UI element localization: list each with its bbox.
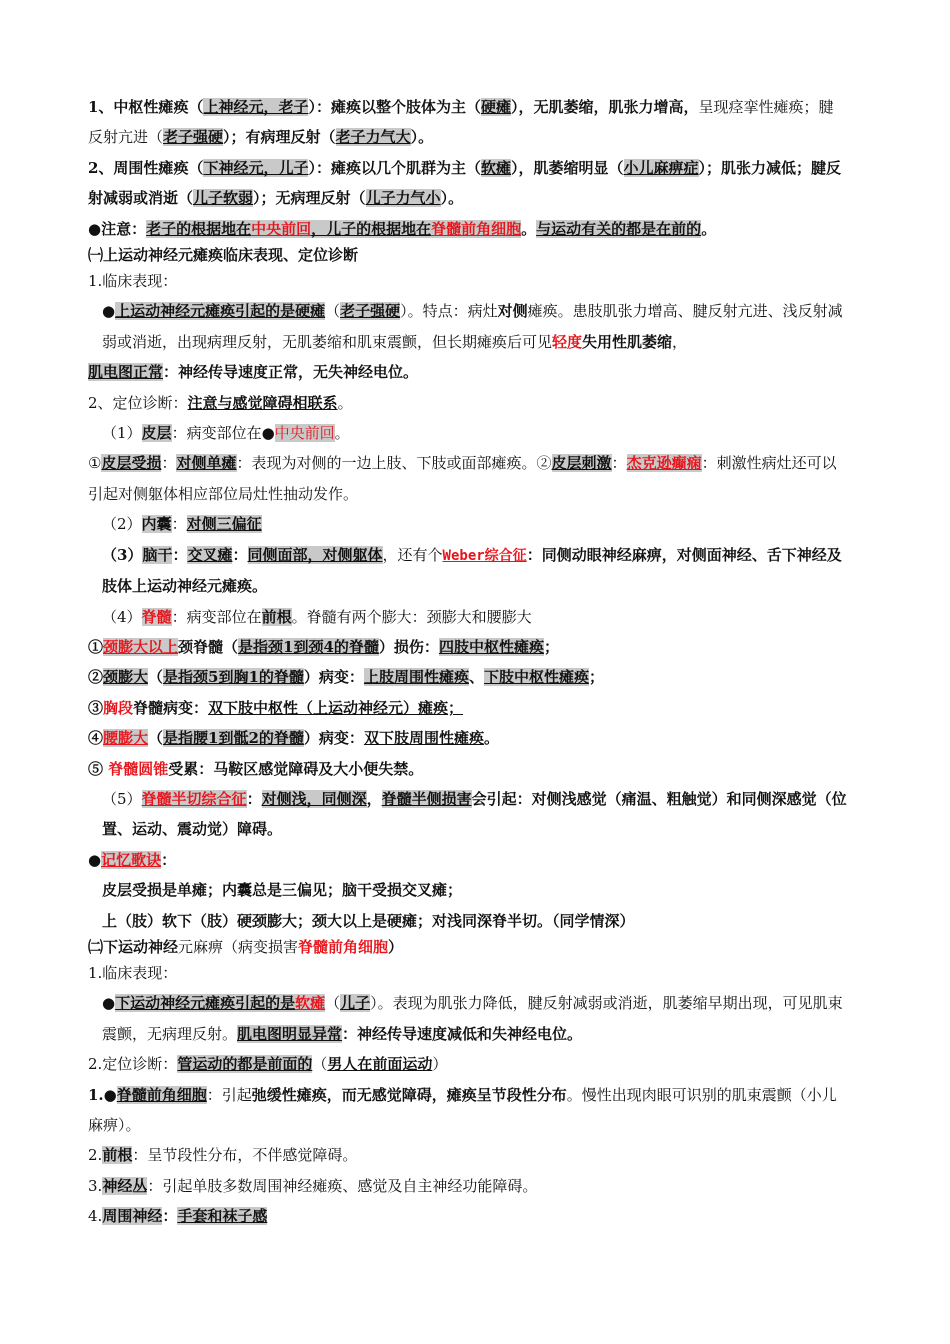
- subheading-clinical: 1.临床表现：: [88, 272, 178, 291]
- paragraph-cortex: [88, 418, 848, 448]
- text: ①: [88, 637, 104, 656]
- text: 4.: [88, 1207, 103, 1226]
- text: ：: [232, 545, 248, 564]
- text: （: [148, 729, 164, 748]
- text: 。: [337, 393, 353, 412]
- paragraph-lower-motor-features: [88, 988, 848, 1049]
- text: ，: [672, 332, 688, 351]
- section-heading-upper-motor: ㈠上运动神经元瘫痪临床表现、定位诊断: [88, 246, 359, 265]
- highlight-red: 脊髓前角细胞: [431, 219, 522, 238]
- text: 弛缓性瘫痪，而无感觉障碍，瘫痪呈节段性分布: [251, 1085, 567, 1104]
- text: ：神经传导速度正常，无失神经电位。: [163, 363, 419, 382]
- paragraph-above-cervical: [88, 632, 848, 662]
- text: ，还有个: [382, 545, 443, 564]
- text: ：: [246, 789, 262, 808]
- text: ①: [88, 454, 102, 473]
- paragraph-central-paralysis: [88, 92, 848, 153]
- text-red: 脊髓前角细胞: [298, 937, 389, 956]
- highlight: 上肢周围性瘫痪: [363, 668, 469, 687]
- highlight: 下神经元，儿子: [203, 158, 309, 177]
- underlined: 男人在前面运动: [327, 1055, 433, 1074]
- text: 2、定位诊断：: [88, 393, 188, 412]
- text: ：: [161, 850, 177, 869]
- text: ：引起单肢多数周围神经瘫痪、感觉及自主神经功能障碍。: [147, 1176, 538, 1195]
- text: （: [325, 302, 341, 321]
- highlight: 儿子力气小: [365, 189, 441, 208]
- text: （1）: [102, 424, 142, 443]
- highlight-red: 腰膨大: [103, 729, 149, 748]
- text: ②: [88, 668, 104, 687]
- highlight: 前根: [102, 1146, 133, 1165]
- text: 2、周围性瘫痪（: [88, 158, 204, 177]
- text: ，: [366, 789, 382, 808]
- highlight: 皮层受损: [101, 454, 162, 473]
- text: ；: [543, 637, 559, 656]
- highlight: 上运动神经元瘫痪引起的是硬瘫: [115, 302, 326, 321]
- text: 。: [701, 219, 717, 238]
- paragraph-cervical-enlargement: [88, 662, 848, 692]
- text: 瘫痪。患肢肌张力增高、腱反射亢进、浅反射减弱或消逝，出现病理反射，无肌萎缩和肌束震颤，但长期瘫痪后可见: [102, 302, 843, 351]
- paragraph-thoracic: [88, 693, 848, 723]
- text: ）损伤：: [378, 637, 439, 656]
- text: 呈现痉挛性瘫痪；腱反射亢进（: [88, 98, 834, 147]
- mnemonic-line-2: 上（肢）软下（肢）硬颈膨大；颈大以上是硬瘫；对浅同深脊半切。（同学情深）: [102, 911, 635, 930]
- highlight: 软瘫: [480, 158, 511, 177]
- text: （: [148, 668, 164, 687]
- text: 受累：马鞍区感觉障碍及大小便失禁。: [168, 759, 424, 778]
- text: ）病变：: [303, 668, 364, 687]
- highlight: 脊髓前角细胞: [116, 1085, 207, 1104]
- text: ），无肌萎缩，肌张力增高，: [511, 98, 699, 116]
- text: （: [325, 994, 341, 1013]
- text-red: 轻度: [552, 332, 583, 351]
- bullet: ●: [88, 850, 102, 869]
- paragraph-plexus: [88, 1171, 848, 1201]
- highlight: 皮层: [141, 424, 172, 443]
- text: 。: [334, 424, 350, 443]
- underlined: 注意与感觉障碍相联系: [187, 393, 338, 412]
- highlight: 儿子软弱: [193, 189, 254, 208]
- highlight: 小儿麻痹症: [623, 158, 699, 177]
- highlight: 神经丛: [102, 1176, 148, 1195]
- text: ：神经传导速度减低和失神经电位。: [342, 1024, 583, 1043]
- highlight: 是指颈5到胸1的脊髓: [163, 668, 304, 687]
- text: （3）: [102, 545, 143, 564]
- underlined: 双下肢中枢性（上运动神经元）瘫痪；: [208, 698, 464, 717]
- highlight-red: 中央前回: [251, 219, 312, 238]
- highlight: 下运动神经元瘫痪引起的是: [115, 994, 296, 1013]
- highlight: 颈膨大: [103, 668, 149, 687]
- highlight: 对侧浅，同侧深: [261, 789, 367, 808]
- highlight: ，儿子的根据地在: [311, 219, 432, 238]
- text: ：病变部位在●: [171, 424, 275, 443]
- text: 脊髓病变：: [133, 698, 209, 717]
- paragraph-conus: [88, 754, 848, 784]
- paragraph-mnemonic-title: [88, 845, 848, 875]
- text: 。慢性出现肉眼可识别的肌束震颤（小儿麻痹）。: [88, 1085, 837, 1134]
- highlight: 脊髓半侧损害: [381, 789, 472, 808]
- paragraph-upper-motor-features: [88, 296, 848, 357]
- highlight: 是指腰1到骶2的脊髓: [163, 729, 304, 748]
- text: 。脊髓有两个膨大：颈膨大和腰膨大: [291, 607, 532, 626]
- mnemonic-line-1: 皮层受损是单瘫；内囊总是三偏见；脑干受损交叉瘫；: [102, 881, 463, 900]
- text: ）病变：: [303, 729, 364, 748]
- text: （2）: [102, 515, 142, 534]
- text: ●注意：: [88, 219, 147, 238]
- highlight: 对侧单瘫: [176, 454, 237, 473]
- paragraph-spinal-cord: [88, 602, 848, 632]
- highlight: 交叉瘫: [187, 545, 233, 564]
- text: ）。: [410, 128, 434, 147]
- text: 失用性肌萎缩: [582, 332, 673, 351]
- text: 1、中枢性瘫痪（: [88, 98, 204, 116]
- bullet: ●: [102, 302, 116, 321]
- text: 元麻痹（病变损害: [178, 937, 299, 956]
- text: ㈡下运动神经: [88, 937, 179, 956]
- highlight: 老子强硬: [163, 128, 224, 147]
- text: ）；无病理反射（: [253, 189, 366, 208]
- highlight: 儿子: [340, 994, 371, 1013]
- highlight-red: 脊髓: [141, 607, 172, 626]
- text: ；: [588, 668, 604, 687]
- highlight: 周围神经: [102, 1207, 163, 1226]
- text-red: 胸段: [103, 698, 134, 717]
- paragraph-anterior-horn: [88, 1080, 848, 1141]
- text: ：表现为对侧的一边上肢、下肢或面部瘫痪。: [236, 454, 537, 473]
- highlight: 对侧三偏征: [186, 515, 262, 534]
- highlight: 是指颈1到颈4的脊髓: [238, 637, 379, 656]
- paragraph-localization-2: [88, 1049, 848, 1079]
- text: ）。表现为肌张力降低，腱反射减弱或消逝，肌萎缩早期出现，可见肌束震颤，无病理反射。: [102, 994, 843, 1043]
- text: 1.●: [88, 1085, 117, 1104]
- text: ⑤: [88, 759, 109, 778]
- paragraph-brown-sequard: [88, 784, 848, 845]
- paragraph-emg-normal: [88, 357, 848, 387]
- subheading-clinical-2: 1.临床表现：: [88, 963, 178, 982]
- highlight: 管运动的都是前面的: [177, 1055, 313, 1074]
- text: ：刺激性病灶还可以引起对侧躯体相应部位局灶性抽动发作。: [88, 454, 837, 503]
- paragraph-peripheral-nerve: [88, 1201, 848, 1231]
- highlight: 老子强硬: [340, 302, 401, 321]
- text: ）。: [440, 189, 464, 208]
- text: 2.定位诊断：: [88, 1055, 178, 1074]
- text: ：呈节段性分布，不伴感觉障碍。: [132, 1146, 358, 1165]
- highlight: 内囊: [141, 515, 172, 534]
- highlight: 硬瘫: [480, 98, 511, 116]
- text: ：: [171, 515, 187, 534]
- text: 、: [468, 668, 484, 687]
- text: ：: [611, 454, 627, 473]
- paragraph-peripheral-paralysis: [88, 153, 848, 214]
- text: ）: [432, 1055, 448, 1074]
- text: ），肌萎缩明显（: [511, 158, 624, 177]
- text: ：: [161, 454, 177, 473]
- underlined: 双下肢周围性瘫痪: [363, 729, 484, 748]
- highlight: 脑干: [142, 545, 173, 564]
- text: ）：瘫痪以几个肌群为主（: [308, 158, 481, 177]
- highlight: 与运动有关的都是在前的: [536, 219, 702, 238]
- highlight-red: 颈膨大以上: [103, 637, 179, 656]
- paragraph-cortex-detail: [88, 448, 848, 509]
- text: ：: [162, 1207, 178, 1226]
- highlight-red: 记忆歌诀: [101, 850, 162, 869]
- highlight: 肌电图正常: [88, 363, 164, 382]
- highlight-red: 中央前回: [274, 424, 335, 443]
- text: ）；有病理反射（: [223, 128, 336, 147]
- text: 2.: [88, 1146, 103, 1165]
- text: （: [312, 1055, 328, 1074]
- text: ：病变部位在: [171, 607, 262, 626]
- paragraph-anterior-root: [88, 1140, 848, 1170]
- text: ）：瘫痪以整个肢体为主（: [308, 98, 481, 116]
- highlight: 四肢中枢性瘫痪: [438, 637, 544, 656]
- text: ②: [536, 454, 552, 473]
- text: ：引起: [206, 1085, 252, 1104]
- text: ）；肌张力减低；腱反射减弱或消逝（: [88, 158, 842, 208]
- text: 。: [521, 219, 537, 238]
- highlight: 老子的根据地在: [146, 219, 252, 238]
- highlight-red: Weber综合征: [442, 547, 527, 564]
- bullet: ●: [102, 994, 116, 1013]
- section-heading-lower-motor: [88, 936, 848, 958]
- text: ）。特点：病灶: [400, 302, 498, 321]
- highlight: 同侧面部，对侧躯体: [247, 545, 383, 564]
- text: 3.: [88, 1176, 103, 1195]
- highlight: 皮层刺激: [551, 454, 612, 473]
- highlight: 上神经元，老子: [203, 98, 309, 116]
- highlight: 手套和袜子感: [177, 1207, 268, 1226]
- text: ④: [88, 729, 104, 748]
- highlight-red: 脊髓半切综合征: [141, 789, 247, 808]
- paragraph-note: [88, 214, 848, 244]
- paragraph-brainstem: [88, 540, 848, 602]
- paragraph-localization: [88, 388, 848, 418]
- text: （5）: [102, 789, 142, 808]
- text: 颈脊髓（: [178, 637, 239, 656]
- highlight: 肌电图明显异常: [237, 1024, 343, 1043]
- highlight: 下肢中枢性瘫痪: [483, 668, 589, 687]
- text: 。: [483, 729, 499, 748]
- paragraph-lumbar-enlargement: [88, 723, 848, 753]
- text: 会引起：对侧浅感觉（痛温、粗触觉）和同侧深感觉（位置、运动、震动觉）障碍。: [102, 789, 847, 839]
- paragraph-internal-capsule: [88, 509, 848, 539]
- text: ：同侧动眼神经麻痹，对侧面神经、舌下神经及肢体上运动神经元瘫痪。: [102, 545, 842, 596]
- highlight: 前根: [261, 607, 292, 626]
- highlight-red: 软瘫: [295, 994, 326, 1013]
- text: 对侧: [497, 302, 528, 321]
- document-body: [88, 92, 848, 1232]
- text: ③: [88, 698, 104, 717]
- highlight-red: 杰克逊癫痫: [626, 454, 702, 473]
- highlight: 老子力气大: [335, 128, 411, 147]
- text: （4）: [102, 607, 142, 626]
- text: ）: [388, 937, 404, 956]
- text-red: 脊髓圆锥: [108, 759, 169, 778]
- text: ：: [172, 545, 188, 564]
